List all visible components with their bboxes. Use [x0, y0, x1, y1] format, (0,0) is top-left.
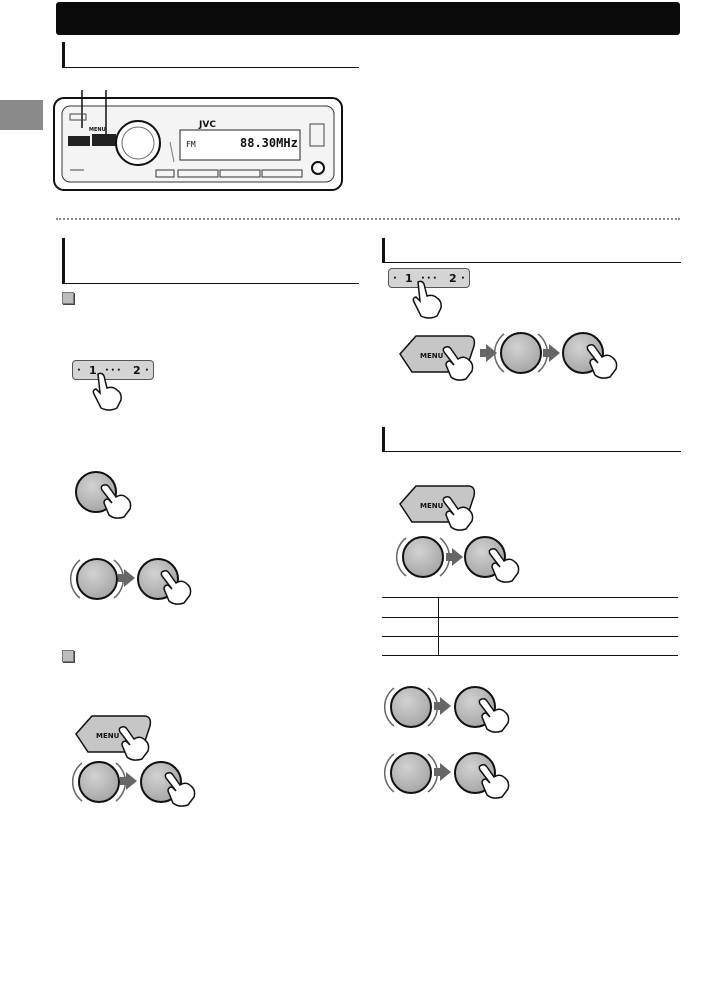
preset-buttons-right[interactable]: • 1 • • • 2 • — [388, 268, 470, 288]
next-step-arrow-icon — [126, 772, 137, 790]
pointing-hand-icon — [92, 372, 126, 412]
control-knob[interactable] — [402, 536, 444, 578]
pointing-hand-icon — [488, 548, 522, 588]
pointing-hand-icon — [100, 484, 134, 524]
device-brand-logo: JVC — [199, 120, 216, 130]
menu-button-label: MENU — [96, 732, 120, 740]
device-display-frequency: 88.30MHz — [240, 136, 298, 150]
next-step-arrow-icon — [124, 569, 135, 587]
preset-dots: • • • — [105, 367, 121, 374]
preset-dots: • • • — [421, 275, 437, 282]
pointing-hand-icon — [442, 346, 476, 386]
control-knob[interactable] — [500, 332, 542, 374]
preset-buttons-left[interactable]: • 1 • • • 2 • — [72, 360, 154, 380]
device-menu-label: MENU — [89, 127, 106, 133]
control-knob[interactable] — [78, 761, 120, 803]
section-side-tab — [0, 100, 43, 130]
preset-number-2: 2 — [449, 272, 457, 285]
next-step-arrow-icon — [452, 548, 463, 566]
subsection-marker — [62, 650, 74, 662]
section-heading-top — [62, 42, 359, 68]
preset-number-1: 1 — [89, 364, 97, 377]
menu-button-label: MENU — [420, 502, 444, 510]
menu-button-label: MENU — [420, 352, 444, 360]
section-heading-right-2 — [382, 427, 681, 452]
pointing-hand-icon — [412, 280, 446, 320]
section-divider — [56, 218, 680, 220]
pointing-hand-icon — [164, 772, 198, 812]
preset-number-2: 2 — [133, 364, 141, 377]
subsection-marker — [62, 292, 74, 304]
next-step-arrow-icon — [440, 763, 451, 781]
control-knob[interactable] — [390, 752, 432, 794]
section-heading-left — [62, 238, 359, 284]
control-knob[interactable] — [390, 686, 432, 728]
table-rule — [382, 597, 678, 598]
pointing-hand-icon — [160, 570, 194, 610]
table-column-divider — [438, 597, 439, 655]
table-rule — [382, 655, 678, 656]
section-heading-right-1 — [382, 238, 681, 263]
next-step-arrow-icon — [549, 344, 560, 362]
device-display-band: FM — [186, 140, 196, 149]
pointing-hand-icon — [478, 764, 512, 804]
pointing-hand-icon — [478, 698, 512, 738]
control-knob[interactable] — [76, 558, 118, 600]
table-rule — [382, 617, 678, 618]
car-stereo-illustration — [50, 88, 346, 192]
pointing-hand-icon — [586, 344, 620, 384]
table-rule — [382, 636, 678, 637]
next-step-arrow-icon — [440, 697, 451, 715]
page-header-bar — [56, 2, 680, 35]
preset-number-1: 1 — [405, 272, 413, 285]
